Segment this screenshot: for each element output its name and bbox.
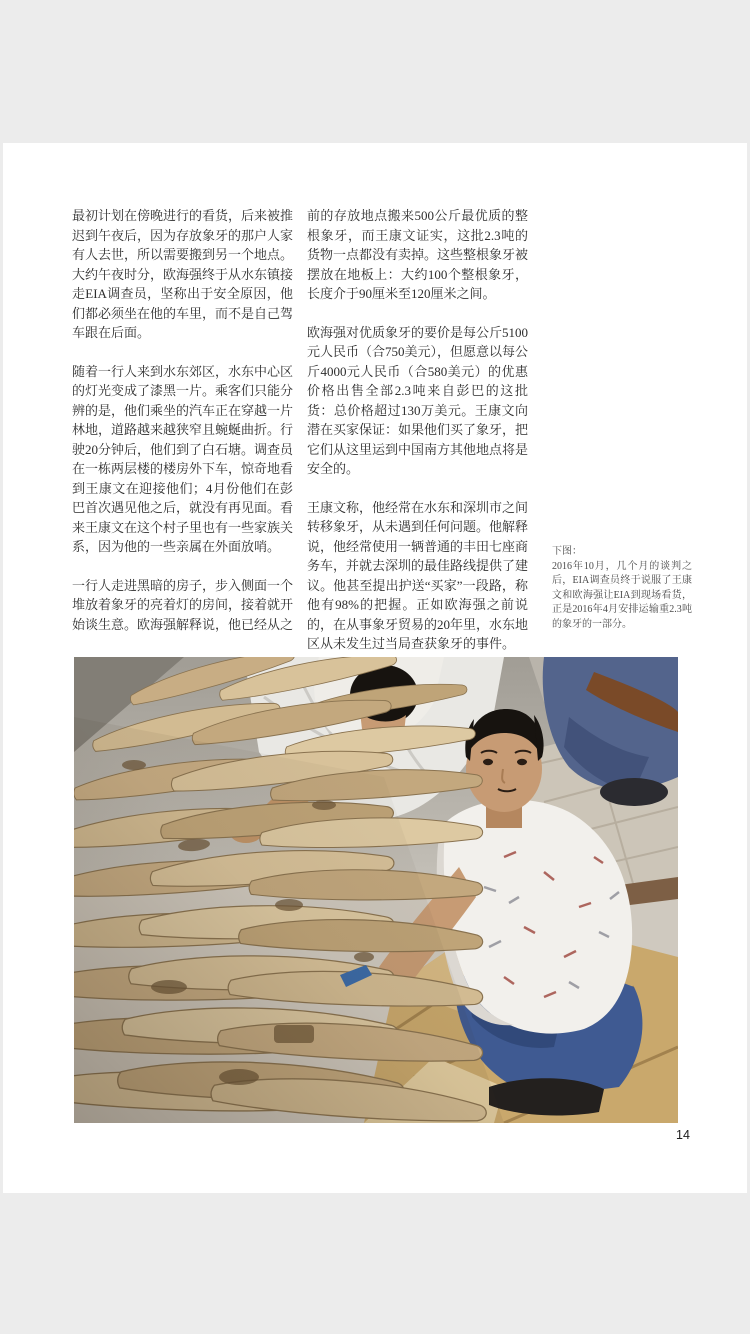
paragraph: 王康文称，他经常在水东和深圳市之间转移象牙，从未遇到任何问题。他解释说，他经常使用一辆普通的丰田七座商务车，并就去深圳的最佳路线提供了建议。他甚至提出护送“买家”一段路，称他有98%的把握。正如欧海强之前说的，在从事象牙贸易的20年里，水东地区从未发生过当局查获象牙的事件。 bbox=[307, 499, 529, 651]
page-number: 14 bbox=[676, 1128, 690, 1142]
text-column-1 bbox=[72, 206, 293, 634]
document-page bbox=[3, 143, 747, 1193]
text-column-2 bbox=[307, 206, 528, 654]
paragraph: 最初计划在傍晚进行的看货，后来被推迟到午夜后，因为存放象牙的那户人家有人去世，所以需要搬到另一个地点。大约午夜时分，欧海强终于从水东镇接走EIA调查员，坚称出于安全原因，他们都必须坐在他的车里，而不是自己驾车跟在后面。 bbox=[72, 208, 294, 340]
paragraph: 随着一行人来到水东郊区，水东中心区的灯光变成了漆黑一片。乘客们只能分辨的是，他们乘坐的汽车正在穿越一片林地，道路越来越狭窄且蜿蜒曲折。行驶20分钟后，他们到了白石塘。调查员在一栋两层楼的楼房外下车，惊奇地看到王康文在迎接他们；4月份他们在彭巴首次遇见他之后，就没有再见面。看来王康文在这个村子里也有一些家族关系，因为他的一些亲属在外面放哨。 bbox=[72, 363, 294, 554]
photo-caption-body: 2016年10月，几个月的谈判之后，EIA调查员终于说服了王康文和欧海强让EIA到现场看货，正是2016年4月安排运输重2.3吨的象牙的一部分。 bbox=[552, 560, 692, 630]
paragraph: 欧海强对优质象牙的要价是每公斤5100元人民币（合750美元），但愿意以每公斤4000元人民币（合580美元）的优惠价格出售全部2.3吨来自彭巴的这批货：总价格超过130万美元。王康文向潜在买家保证：如果他们买了象牙，把它们从这里运到中国南方其他地点将是安全的。 bbox=[307, 324, 529, 476]
paragraph: 一行人走进黑暗的房子，步入侧面一个堆放着象牙的亮着灯的房间，接着就开始谈生意。欧海强解释说，他已经从之 bbox=[72, 577, 294, 632]
ivory-photo bbox=[74, 657, 678, 1123]
ivory-photo-illustration bbox=[74, 657, 678, 1123]
photo-caption-heading: 下图： bbox=[552, 546, 582, 557]
photo-caption bbox=[552, 545, 692, 632]
paragraph: 前的存放地点搬来500公斤最优质的整根象牙，而王康文证实，这批2.3吨的货物一点都没有卖掉。这些整根象牙被摆放在地板上：大约100个整根象牙，长度介于90厘米至120厘米之间。 bbox=[307, 208, 529, 301]
